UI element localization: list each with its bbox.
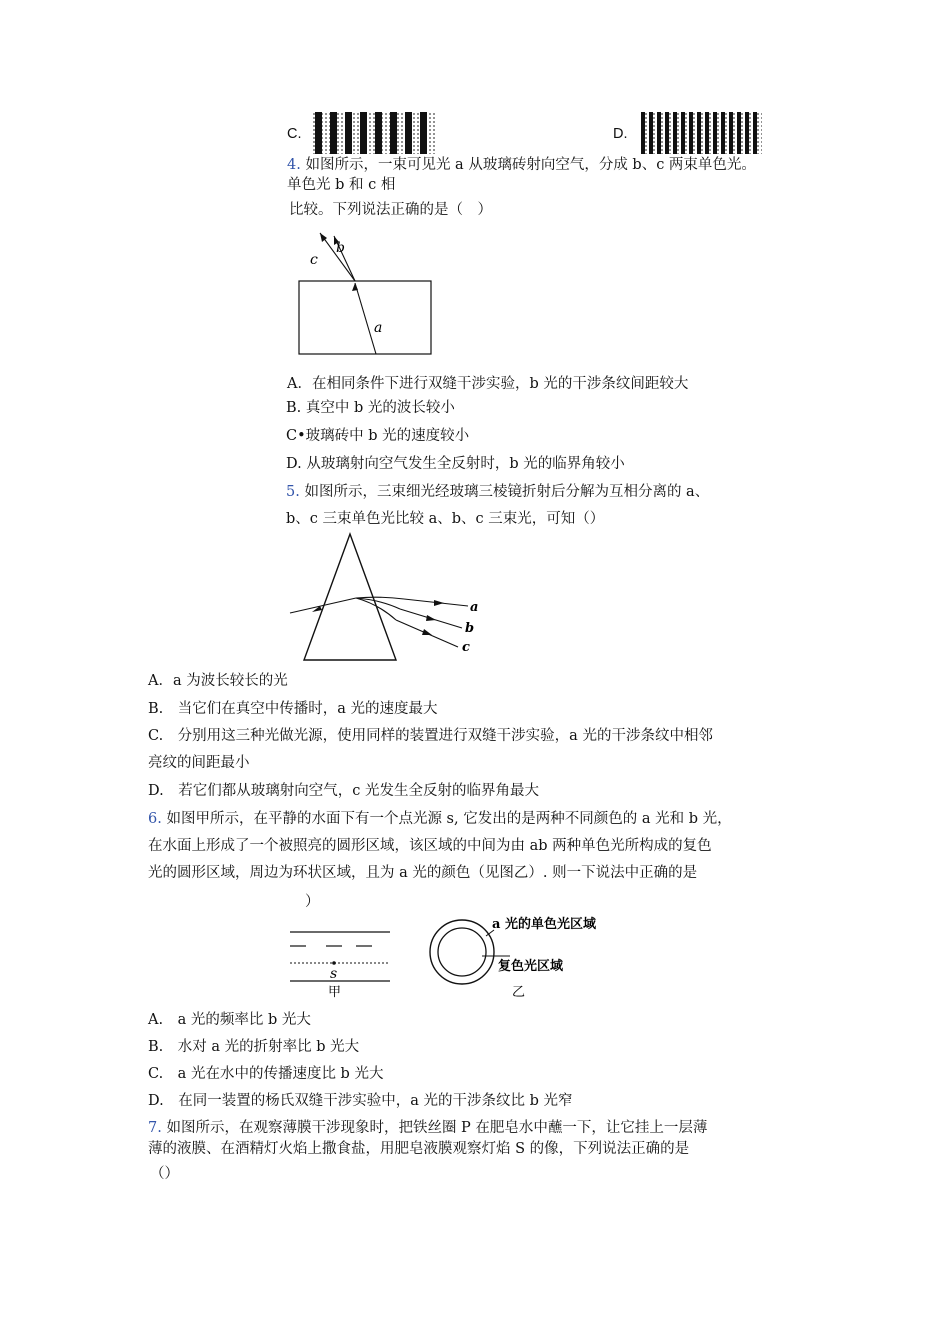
q5-option-c-cont: 亮纹的间距最小 <box>148 755 250 771</box>
q7-line1 <box>148 1119 707 1137</box>
q4-option-d: D. 从玻璃射向空气发生全反射时，b 光的临界角较小 <box>286 456 625 472</box>
q6-label-yi: 乙 <box>512 985 526 1000</box>
q6-line4: ） <box>305 894 320 910</box>
q5-label-c: c <box>462 640 470 655</box>
q6-number: 6. <box>148 811 162 827</box>
q4-line3: 比较。下列说法正确的是（ ） <box>289 202 492 218</box>
q5-line1 <box>286 483 709 501</box>
q6-line3: 光的圆形区域，周边为环状区域，且为 a 光的颜色（见图乙）. 则一下说法中正确的是 <box>148 865 698 881</box>
q6-label-s: s <box>330 966 338 982</box>
q5-option-c: C. 分别用这三种光做光源，使用同样的装置进行双缝干涉实验，a 光的干涉条纹中相邻 <box>148 728 713 744</box>
q5-stem-1: 如图所示，三束细光经玻璃三棱镜折射后分解为互相分离的 a、 <box>304 484 710 500</box>
q4-glass-block-figure <box>292 228 437 360</box>
q5-label-a: a <box>470 600 479 615</box>
q5-prism-figure <box>286 530 486 662</box>
q5-option-b: B. 当它们在真空中传播时，a 光的速度最大 <box>148 701 438 717</box>
q5-option-d: D. 若它们都从玻璃射向空气，c 光发生全反射的临界角最大 <box>148 783 539 799</box>
q4-stem-1: 如图所示，一束可见光 a 从玻璃砖射向空气，分成 b、c 两束单色光。 <box>305 157 756 173</box>
q7-stem-1: 如图所示，在观察薄膜干涉现象时，把铁丝圈 P 在肥皂水中蘸一下，让它挂上一层薄 <box>166 1120 708 1136</box>
q4-option-a: A．在相同条件下进行双缝干涉实验，b 光的干涉条纹间距较大 <box>287 376 689 392</box>
q4-label-c: c <box>310 252 318 268</box>
q4-option-b: B. 真空中 b 光的波长较小 <box>286 400 455 416</box>
q4-line2: 单色光 b 和 c 相 <box>287 177 396 193</box>
fringe-pattern-c <box>312 112 436 154</box>
q4-number: 4. <box>287 157 301 173</box>
q7-number: 7. <box>148 1120 162 1136</box>
q6-label-mixed-region: 复色光区域 <box>498 959 564 974</box>
q5-number: 5. <box>286 484 300 500</box>
option-d-label: D. <box>613 126 628 142</box>
q4-label-a: a <box>374 320 383 336</box>
q6-stem-1: 如图甲所示，在平静的水面下有一个点光源 s, 它发出的是两种不同颜色的 a 光和 b 光， <box>166 811 732 827</box>
q4-label-b: b <box>336 240 345 256</box>
q6-option-d: D. 在同一装置的杨氏双缝干涉实验中，a 光的干涉条纹比 b 光窄 <box>148 1093 573 1109</box>
q7-line3: （） <box>150 1166 179 1182</box>
q6-line2: 在水面上形成了一个被照亮的圆形区域，该区域的中间为由 ab 两种单色光所构成的复色 <box>148 838 712 854</box>
q5-option-a: A．a 为波长较长的光 <box>148 673 288 689</box>
option-c-label: C. <box>287 126 302 142</box>
q7-line2: 薄的液膜、在酒精灯火焰上撒食盐，用肥皂液膜观察灯焰 S 的像，下列说法正确的是 <box>148 1141 690 1157</box>
q4-option-c: C•玻璃砖中 b 光的速度较小 <box>286 428 470 444</box>
q4-line1 <box>287 156 756 174</box>
q6-option-c: C. a 光在水中的传播速度比 b 光大 <box>148 1066 384 1082</box>
q6-option-b: B. 水对 a 光的折射率比 b 光大 <box>148 1039 360 1055</box>
q5-label-b: b <box>465 621 475 636</box>
q6-option-a: A. a 光的频率比 b 光大 <box>148 1012 311 1028</box>
q6-water-figure <box>286 926 396 998</box>
q6-line1 <box>148 810 732 828</box>
fringe-pattern-d <box>640 112 762 154</box>
q6-label-jia: 甲 <box>328 985 342 998</box>
q6-label-a-region: a 光的单色光区域 <box>492 917 596 932</box>
q5-line2: b、c 三束单色光比较 a、b、c 三束光，可知（） <box>286 511 605 527</box>
q6-circle-figure <box>424 906 614 1002</box>
